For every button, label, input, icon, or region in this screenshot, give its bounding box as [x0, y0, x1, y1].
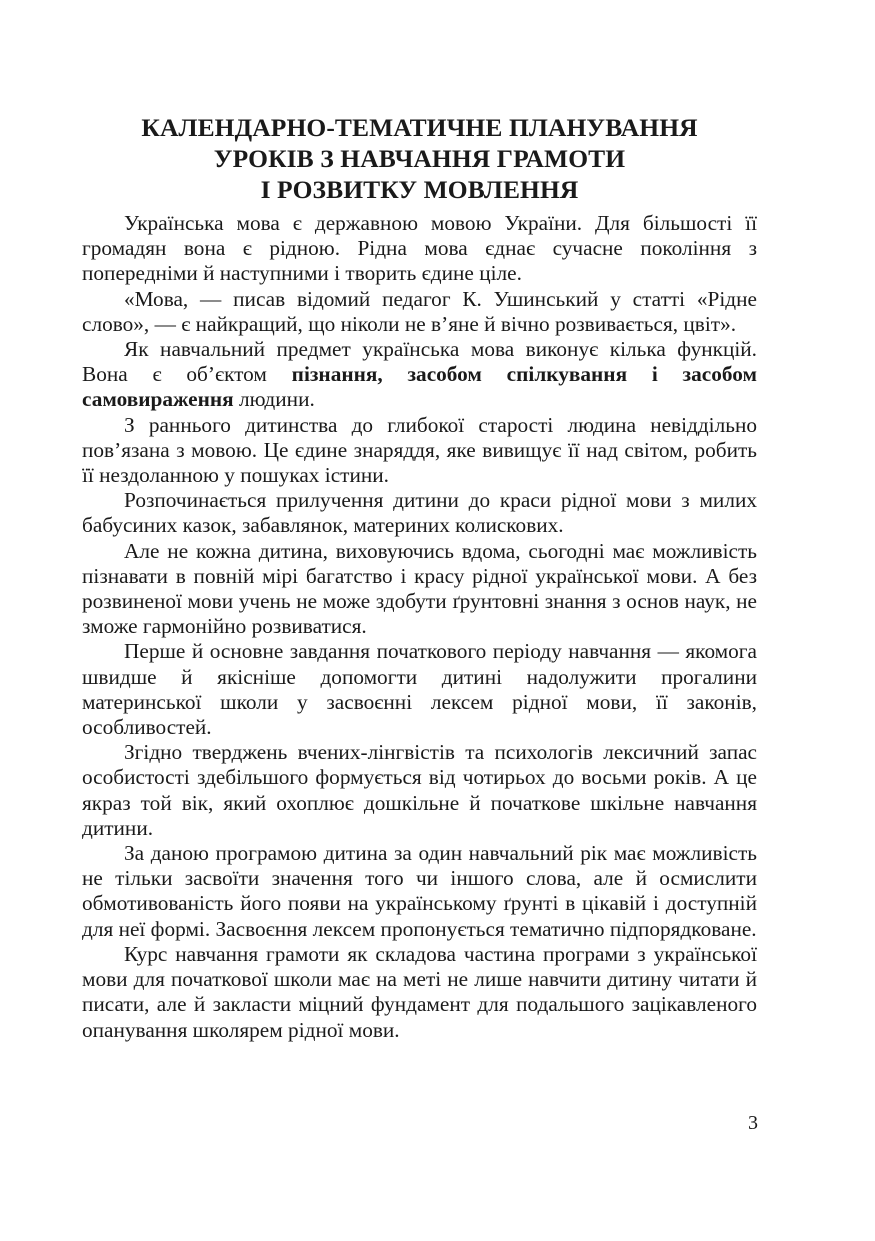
paragraph-3-text-end: людини.	[233, 387, 315, 412]
paragraph-7: Перше й основне завдання початкового періоду навчання — якомога швидше й якісніше допомогти дитині надолужити прогалини материнської школи у засвоєнні лексем рідної мови, її законів, особливостей.	[82, 639, 757, 740]
paragraph-9: За даною програмою дитина за один навчальний рік має можливість не тільки засвоїти значення того чи іншого слова, але й осмислити обмотивованість його появи на українському ґрунті в цікавій і доступній для неї формі. Засвоєння лексем пропонується тематично підпорядковане.	[82, 841, 757, 941]
paragraph-3-text-start: Як навчальний предмет українська мова виконує кілька функцій. Вона є об’єктом	[82, 337, 757, 387]
paragraph-6: Але не кожна дитина, виховуючись вдома, сьогодні має можливість пізнавати в повній мірі багатство і красу рідної української мови. А без розвиненої мови учень не може здобути ґрунтовні знання з основ наук, не зможе гармонійно розвиватися.	[82, 538, 757, 639]
page-body	[82, 112, 757, 1043]
paragraph-1: Українська мова є державною мовою України. Для більшості її громадян вона є рідною. Рідна мова єднає сучасне покоління з попередніми й наступними і творить єдине ціле.	[82, 211, 757, 286]
paragraph-5: Розпочинається прилучення дитини до краси рідної мови з милих бабусиних казок, забавлянок, материних колискових.	[82, 488, 757, 538]
page-number: 3	[748, 1112, 758, 1134]
paragraph-10: Курс навчання грамоти як складова частина програми з української мови для початкової школи має на меті не лише навчити дитину читати й писати, але й закласти міцний фундамент для подальшого зацікавленого опанування школярем рідної мови.	[82, 941, 757, 1042]
paragraph-8: Згідно тверджень вчених-лінгвістів та психологів лексичний запас особистості здебільшого формується від чотирьох до восьми років. А це якраз той вік, який охоплює дошкільне й початкове шкільне навчання дитини.	[82, 740, 757, 840]
page-title	[82, 112, 757, 205]
paragraph-3	[82, 337, 757, 413]
paragraph-4: З раннього дитинства до глибокої старості людина невіддільно пов’язана з мовою. Це єдине знаряддя, яке вивищує її над світом, робить її нездоланною у пошуках істини.	[82, 412, 757, 488]
title-line-1: КАЛЕНДАРНО-ТЕМАТИЧНЕ ПЛАНУВАННЯ	[141, 113, 698, 142]
title-line-3: І РОЗВИТКУ МОВЛЕННЯ	[260, 175, 579, 204]
paragraph-2: «Мова, — писав відомий педагог К. Ушинський у статті «Рідне слово», — є найкращий, що ніколи не в’яне й вічно розвивається, цвіт».	[82, 286, 757, 336]
paragraph-3-bold-text: пізнання, засобом спілкування і засобом самовираження	[82, 362, 757, 412]
title-line-2: УРОКІВ З НАВЧАННЯ ГРАМОТИ	[213, 144, 626, 173]
